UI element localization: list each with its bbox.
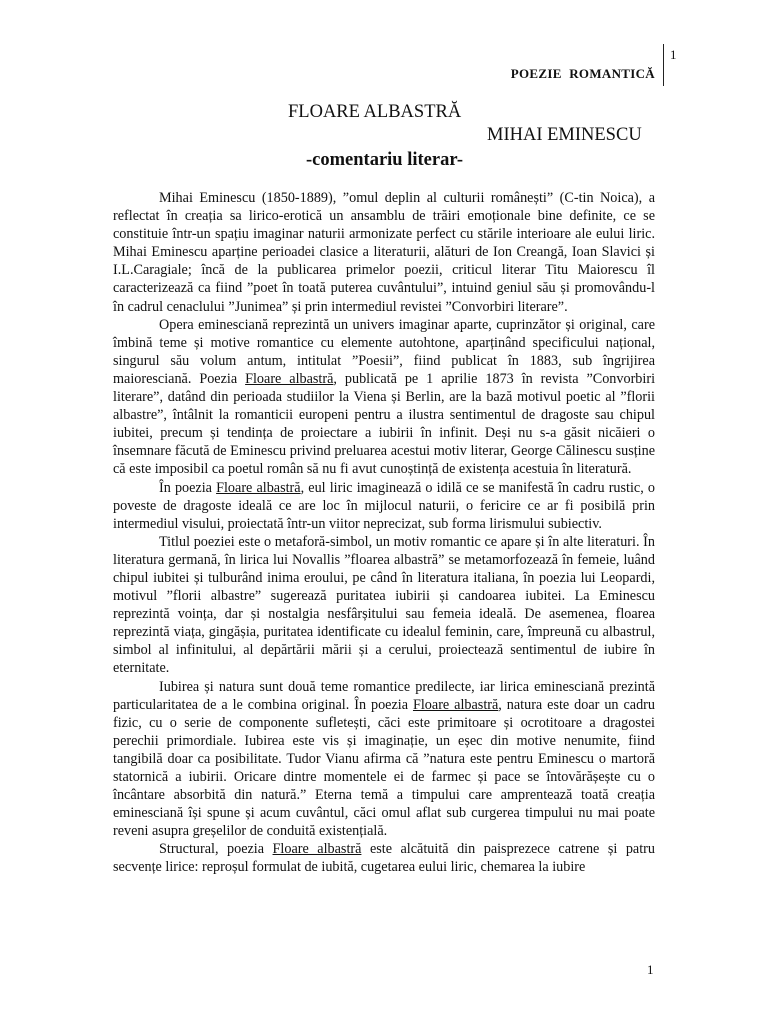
paragraph-text: În poezia [159, 479, 217, 496]
paragraph-text: Structural, poezia [159, 841, 273, 858]
document-subtitle: -comentariu literar- [306, 150, 464, 170]
footer-page-number: 1 [647, 962, 654, 977]
paragraph-text: este alcătuită din paisprezece catrene și patru secvențe lirice: reproșul formulat de iubită, cugetarea eului liric, chemarea la iubire [113, 841, 655, 876]
paragraph [113, 678, 655, 841]
author-name: MIHAI EMINESCU [487, 125, 642, 145]
paragraph [113, 479, 655, 533]
paragraph-text: Iubirea și natura sunt două teme romantice predilecte, iar lirica eminesciană prezintă particularitatea de a le combina original. În poezia [113, 678, 655, 713]
paragraph-text: , publicată pe 1 aprilie 1873 în revista ”Convorbiri literare”, datând din perioada studiilor la Viena și Berlin, are la bază motivul poetic al ”florii albastre”, întâlnit la romanticii europeni pentru a ilustra sentimentul de dragoste sau chipul iubitei, precum și tendința de proiectare a iubirii în infinit. Deși nu s-a găsit nicăieri o însemnare făcută de Eminescu privind preluarea acestui motiv literar, George Călinescu susține că este imposibil ca poetul român să nu fi avut cunoștință de existența acestuia în literatură. [113, 370, 656, 478]
running-head: POEZIE ROMANTICĂ [510, 66, 655, 81]
work-title-reference: Floare albastră [272, 841, 362, 858]
paragraph-text: Opera eminesciană reprezintă un univers imaginar aparte, cuprinzător și original, care îmbină teme și motive romantice cu elemente autohtone, aparținând specificului național, singurul său volum antum, intitulat ”Poesii”, fiind publicat în 1883, sub îngrijirea maioresciană. Poezia [113, 316, 655, 387]
paragraph [113, 533, 655, 678]
paragraph [113, 189, 655, 316]
work-title-reference: Floare albastră [245, 370, 334, 387]
paragraph-text: , natura este doar un cadru fizic, cu o serie de componente sufletești, căci este primitoare și ocrotitoare a dragostei perechii primordiale. Iubirea este vis și imaginație, un eșec din motive nenumite, fiind tangibilă doar ca posibilitate. Tudor Vianu afirma că ”natura este pentru Eminescu o martoră statornică a iubirii. Oricare dintre momentele ei de farmec și pace se întovărășește cu o încântare absorbită din natură.” Eterna temă a timpului care amprentează toată creația eminesciană își spune și acum cuvântul, căci omul aflat sub curgerea timpului nu mai poate reveni asupra greșelilor de conduită existențială. [113, 696, 655, 840]
poem-title: FLOARE ALBASTRĂ [288, 102, 462, 122]
paragraph-text: , eul liric imaginează o idilă ce se manifestă în cadru rustic, o poveste de dragoste ideală ce are loc în mijlocul naturii, o fericire ce ar fi posibilă prin intermediul visului, proiectată într-un viitor neprecizat, sub forma lirismului subiectiv. [113, 479, 655, 532]
paragraph [113, 316, 655, 479]
work-title-reference: Floare albastră [216, 479, 301, 496]
header-divider [663, 44, 664, 86]
paragraph-text: Mihai Eminescu (1850-1889), ”omul deplin al culturii românești” (C-tin Noica), a reflectat în creația sa lirico-erotică un ansamblu de trăiri emoționale bine definite, ce se constituie într-un spațiu imaginar naturii armonizate perfect cu stările interioare ale eului liric. Mihai Eminescu aparține perioadei clasice a literaturii, alături de Ion Creangă, Ioan Slavici și I.L.Caragiale; încă de la publicarea primelor poezii, criticul literar Titu Maiorescu îl caracterizează ca fiind ”poet în toată puterea cuvântului”, intuind geniul său și promovându-l în cadrul cenaclului ”Junimea” și prin intermediul revistei ”Convorbiri literare”. [113, 190, 655, 315]
body-text [113, 189, 655, 877]
work-title-reference: Floare albastră [412, 696, 499, 713]
header-page-number: 1 [670, 47, 677, 62]
paragraph-text: Titlul poeziei este o metaforă-simbol, un motiv romantic ce apare și în alte literaturi. În literatura germană, în lirica lui Novallis ”floarea albastră” se metamorfozează în femeie, luând chipul iubitei și tulburând inima eroului, pe când în literatura italiana, în poezia lui Leopardi, motivul ”florii albastre” sugerează puritatea iubirii și candoarea iubitei. La Eminescu reprezintă voința, dar și nostalgia nesfârșitului sau femeia ideală. De asemenea, floarea reprezintă viața, gingășia, puritatea identificate cu idealul feminin, care, împreună cu albastrul, simbol al infinitului, al depărtării mării și a cerului, proiectează sentimentul de iubire în eternitate. [113, 533, 655, 677]
paragraph [113, 840, 655, 876]
